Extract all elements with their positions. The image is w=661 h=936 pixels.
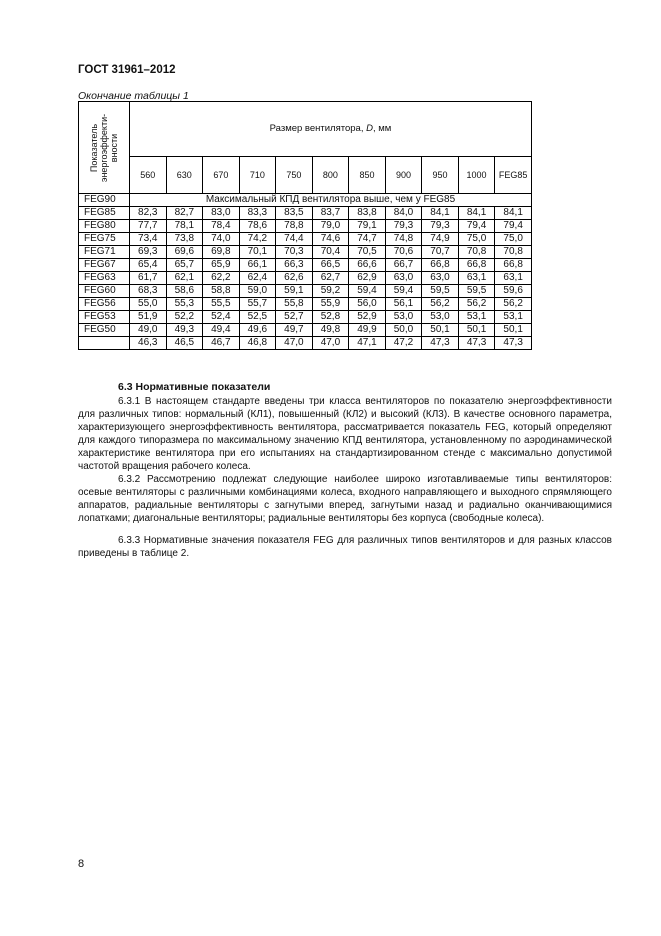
table-cell: 59,5 xyxy=(458,285,495,298)
column-header-cell: 630 xyxy=(166,157,203,194)
row-label: FEG75 xyxy=(79,233,130,246)
table-cell: 83,3 xyxy=(239,207,276,220)
feg90-note: Максимальный КПД вентилятора выше, чем у FEG85 xyxy=(130,194,532,207)
paragraph-6-3-1: 6.3.1 В настоящем стандарте введены три класса вентиляторов по показателю энергоэффективности для различных типов: нормальный (КЛ1), повышенный (КЛ2) и высокий (КЛ3). В качестве основного параметра, характеризующего энергоэффективность вентилятора, рассматривается показатель FEG, который определяют для каждого типоразмера по максимальному значению КПД вентилятора, установленному по аэродинамической характеристике вентилятора при его испытаниях на стандартизированном стенде с максимально допустимой частотой вращения рабочего колеса. xyxy=(78,396,612,472)
row-label: FEG50 xyxy=(79,324,130,337)
table-cell: 46,8 xyxy=(239,337,276,350)
table-cell: 74,8 xyxy=(385,233,422,246)
column-header-cell: 800 xyxy=(312,157,349,194)
table-cell: 79,0 xyxy=(312,220,349,233)
table-cell: 62,4 xyxy=(239,272,276,285)
table-cell: 52,2 xyxy=(166,311,203,324)
table-cell: 47,0 xyxy=(276,337,313,350)
document-header: ГОСТ 31961–2012 xyxy=(78,64,176,76)
table-cell: 49,6 xyxy=(239,324,276,337)
table-cell: 59,6 xyxy=(495,285,532,298)
table-cell: 47,3 xyxy=(495,337,532,350)
table-cell: 77,7 xyxy=(130,220,167,233)
table-cell: 79,4 xyxy=(458,220,495,233)
table-cell: 53,1 xyxy=(495,311,532,324)
table-row xyxy=(79,259,532,272)
row-label: FEG67 xyxy=(79,259,130,272)
table-cell: 65,4 xyxy=(130,259,167,272)
row-label xyxy=(79,337,130,350)
table-cell: 73,8 xyxy=(166,233,203,246)
table-cell: 59,0 xyxy=(239,285,276,298)
table-cell: 83,8 xyxy=(349,207,386,220)
table-cell: 56,1 xyxy=(385,298,422,311)
paragraph-6-3-2: 6.3.2 Рассмотрению подлежат следующие наиболее широко изготавливаемые типы вентиляторов: осевые вентиляторы с различными комбинациями колеса, входного направляющего и выходного спрямляющего аппаратов, радиальные вентиляторы с загнутыми вперед, загнутыми назад и радиально оканчивающимися лопатками; диагональные вентиляторы; радиальные вентиляторы без корпуса (свободные колеса). xyxy=(78,474,612,524)
table-cell: 68,3 xyxy=(130,285,167,298)
row-label-feg90: FEG90 xyxy=(79,194,130,207)
table-row xyxy=(79,298,532,311)
table-cell: 62,1 xyxy=(166,272,203,285)
table-cell: 62,7 xyxy=(312,272,349,285)
table-cell: 49,9 xyxy=(349,324,386,337)
table-cell: 74,4 xyxy=(276,233,313,246)
table-cell: 74,7 xyxy=(349,233,386,246)
table-cell: 52,7 xyxy=(276,311,313,324)
table-cell: 52,8 xyxy=(312,311,349,324)
table-cell: 84,1 xyxy=(422,207,459,220)
table-cell: 62,9 xyxy=(349,272,386,285)
table-cell: 55,8 xyxy=(276,298,313,311)
table-cell: 55,0 xyxy=(130,298,167,311)
size-header-cell xyxy=(130,102,532,157)
table-cell: 78,8 xyxy=(276,220,313,233)
table-cell: 63,1 xyxy=(458,272,495,285)
corner-header-cell xyxy=(79,102,130,194)
table-cell: 79,1 xyxy=(349,220,386,233)
table-cell: 47,3 xyxy=(458,337,495,350)
table-cell: 63,1 xyxy=(495,272,532,285)
table-row xyxy=(79,207,532,220)
table-cell: 59,1 xyxy=(276,285,313,298)
table-cell: 49,4 xyxy=(203,324,240,337)
table-cell: 84,1 xyxy=(495,207,532,220)
table-cell: 52,9 xyxy=(349,311,386,324)
table-cell: 83,7 xyxy=(312,207,349,220)
table-cell: 74,2 xyxy=(239,233,276,246)
table-cell: 74,9 xyxy=(422,233,459,246)
table-cell: 59,2 xyxy=(312,285,349,298)
table-cell: 59,5 xyxy=(422,285,459,298)
table-cell: 50,1 xyxy=(458,324,495,337)
row-label: FEG85 xyxy=(79,207,130,220)
table-cell: 53,1 xyxy=(458,311,495,324)
column-header-cell: 710 xyxy=(239,157,276,194)
table-cell: 66,7 xyxy=(385,259,422,272)
section-title: 6.3 Нормативные показатели xyxy=(118,381,271,393)
table-cell: 50,1 xyxy=(422,324,459,337)
table-cell: 75,0 xyxy=(495,233,532,246)
column-header-cell: 900 xyxy=(385,157,422,194)
row-label: FEG56 xyxy=(79,298,130,311)
table-cell: 53,0 xyxy=(385,311,422,324)
table-cell: 58,6 xyxy=(166,285,203,298)
corner-label: Показатель энергоэффекти-вности xyxy=(89,113,119,182)
table-cell: 74,0 xyxy=(203,233,240,246)
column-header-cell: FEG85 xyxy=(495,157,532,194)
table-row xyxy=(79,324,532,337)
column-header-cell: 850 xyxy=(349,157,386,194)
table-cell: 70,4 xyxy=(312,246,349,259)
table-cell: 62,2 xyxy=(203,272,240,285)
table-caption: Окончание таблицы 1 xyxy=(78,90,189,102)
table-cell: 50,0 xyxy=(385,324,422,337)
table-cell: 52,5 xyxy=(239,311,276,324)
table-cell: 83,5 xyxy=(276,207,313,220)
table-cell: 49,0 xyxy=(130,324,167,337)
table-cell: 65,7 xyxy=(166,259,203,272)
row-label: FEG53 xyxy=(79,311,130,324)
table-cell: 70,3 xyxy=(276,246,313,259)
table-cell: 79,3 xyxy=(422,220,459,233)
column-header-cell: 560 xyxy=(130,157,167,194)
table-cell: 59,4 xyxy=(385,285,422,298)
table-cell: 49,8 xyxy=(312,324,349,337)
table-cell: 62,6 xyxy=(276,272,313,285)
table-cell: 69,3 xyxy=(130,246,167,259)
table-cell: 84,1 xyxy=(458,207,495,220)
table-cell: 46,3 xyxy=(130,337,167,350)
table-row xyxy=(79,233,532,246)
table-cell: 56,2 xyxy=(458,298,495,311)
table-cell: 55,9 xyxy=(312,298,349,311)
table-cell: 69,8 xyxy=(203,246,240,259)
table-row xyxy=(79,272,532,285)
table-cell: 70,1 xyxy=(239,246,276,259)
table-row-feg90 xyxy=(79,194,532,207)
table-cell: 66,1 xyxy=(239,259,276,272)
column-header-row xyxy=(79,157,532,194)
table-cell: 78,1 xyxy=(166,220,203,233)
row-label: FEG63 xyxy=(79,272,130,285)
table-cell: 66,6 xyxy=(349,259,386,272)
table-cell: 78,6 xyxy=(239,220,276,233)
table-cell: 73,4 xyxy=(130,233,167,246)
table-cell: 47,0 xyxy=(312,337,349,350)
table-cell: 82,3 xyxy=(130,207,167,220)
feg-table xyxy=(78,101,532,350)
table-cell: 83,0 xyxy=(203,207,240,220)
table-cell: 47,2 xyxy=(385,337,422,350)
table-cell: 63,0 xyxy=(385,272,422,285)
table-cell: 56,2 xyxy=(422,298,459,311)
table-cell: 66,8 xyxy=(495,259,532,272)
table-cell: 78,4 xyxy=(203,220,240,233)
page-number: 8 xyxy=(78,858,85,870)
table-cell: 56,0 xyxy=(349,298,386,311)
table-cell: 70,8 xyxy=(495,246,532,259)
table-cell: 52,4 xyxy=(203,311,240,324)
table-cell: 55,5 xyxy=(203,298,240,311)
table-cell: 56,2 xyxy=(495,298,532,311)
table-cell: 47,1 xyxy=(349,337,386,350)
table-cell: 70,7 xyxy=(422,246,459,259)
table-cell: 46,7 xyxy=(203,337,240,350)
table-cell: 46,5 xyxy=(166,337,203,350)
row-label: FEG60 xyxy=(79,285,130,298)
table-cell: 70,8 xyxy=(458,246,495,259)
size-header-var: D xyxy=(366,123,373,134)
table-row xyxy=(79,337,532,350)
column-header-cell: 750 xyxy=(276,157,313,194)
table-cell: 69,6 xyxy=(166,246,203,259)
table-cell: 70,5 xyxy=(349,246,386,259)
table-row xyxy=(79,311,532,324)
paragraph-6-3-3: 6.3.3 Нормативные значения показателя FEG для различных типов вентиляторов и для разных классов приведены в таблице 2. xyxy=(78,535,612,559)
table-cell: 50,1 xyxy=(495,324,532,337)
row-label: FEG80 xyxy=(79,220,130,233)
column-header-cell: 670 xyxy=(203,157,240,194)
column-header-cell: 950 xyxy=(422,157,459,194)
table-cell: 66,5 xyxy=(312,259,349,272)
table-cell: 58,8 xyxy=(203,285,240,298)
size-header-prefix: Размер вентилятора, xyxy=(269,123,367,134)
table-cell: 51,9 xyxy=(130,311,167,324)
table-cell: 63,0 xyxy=(422,272,459,285)
table-cell: 66,8 xyxy=(422,259,459,272)
size-header-suffix: , мм xyxy=(373,123,392,134)
table-row xyxy=(79,246,532,259)
column-header-cell: 1000 xyxy=(458,157,495,194)
table-cell: 84,0 xyxy=(385,207,422,220)
table-cell: 55,3 xyxy=(166,298,203,311)
table-cell: 70,6 xyxy=(385,246,422,259)
table-row xyxy=(79,220,532,233)
table-cell: 65,9 xyxy=(203,259,240,272)
table-cell: 74,6 xyxy=(312,233,349,246)
table-cell: 79,3 xyxy=(385,220,422,233)
table-cell: 66,8 xyxy=(458,259,495,272)
table-cell: 82,7 xyxy=(166,207,203,220)
table-cell: 47,3 xyxy=(422,337,459,350)
row-label: FEG71 xyxy=(79,246,130,259)
table-cell: 49,7 xyxy=(276,324,313,337)
table-cell: 66,3 xyxy=(276,259,313,272)
table-cell: 53,0 xyxy=(422,311,459,324)
table-cell: 59,4 xyxy=(349,285,386,298)
table-cell: 61,7 xyxy=(130,272,167,285)
table-cell: 55,7 xyxy=(239,298,276,311)
table-cell: 75,0 xyxy=(458,233,495,246)
table-row xyxy=(79,285,532,298)
table-cell: 79,4 xyxy=(495,220,532,233)
table-cell: 49,3 xyxy=(166,324,203,337)
